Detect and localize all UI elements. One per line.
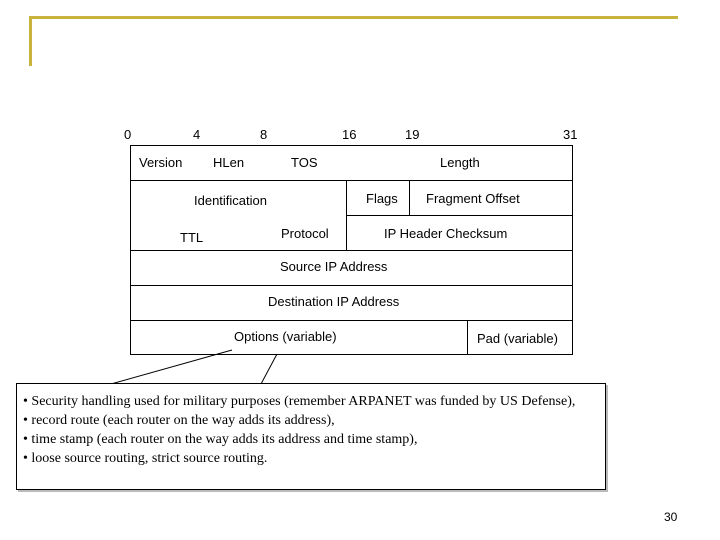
field-flags: Flags (366, 191, 398, 206)
field-options: Options (variable) (234, 329, 337, 344)
field-version: Version (139, 155, 183, 170)
field-pad: Pad (variable) (477, 331, 558, 346)
field-length: Length (440, 155, 480, 170)
bit-label-4: 4 (193, 127, 201, 142)
bit-label-31: 31 (563, 127, 578, 142)
note-time-stamp: • time stamp (each router on the way adds its address and time stamp), (23, 432, 418, 447)
bit-label-19: 19 (405, 127, 420, 142)
field-checksum: IP Header Checksum (384, 226, 508, 241)
bit-label-16: 16 (342, 127, 357, 142)
bit-label-8: 8 (260, 127, 268, 142)
page-number: 30 (664, 510, 678, 524)
field-ttl: TTL (180, 230, 204, 245)
field-source-address: Source IP Address (280, 259, 388, 274)
options-notes-callout (16, 383, 606, 490)
note-security: • Security handling used for military purposes (remember ARPANET was funded by US Defense), (23, 394, 576, 409)
bit-label-0: 0 (124, 127, 132, 142)
field-destination-address: Destination IP Address (268, 294, 400, 309)
field-hlen: HLen (213, 155, 245, 170)
field-protocol: Protocol (281, 226, 329, 241)
note-source-routing: • loose source routing, strict source routing. (23, 451, 268, 466)
field-tos: TOS (291, 155, 318, 170)
field-fragment-offset: Fragment Offset (426, 191, 520, 206)
note-record-route: • record route (each router on the way adds its address), (23, 413, 335, 428)
field-identification: Identification (194, 193, 267, 208)
